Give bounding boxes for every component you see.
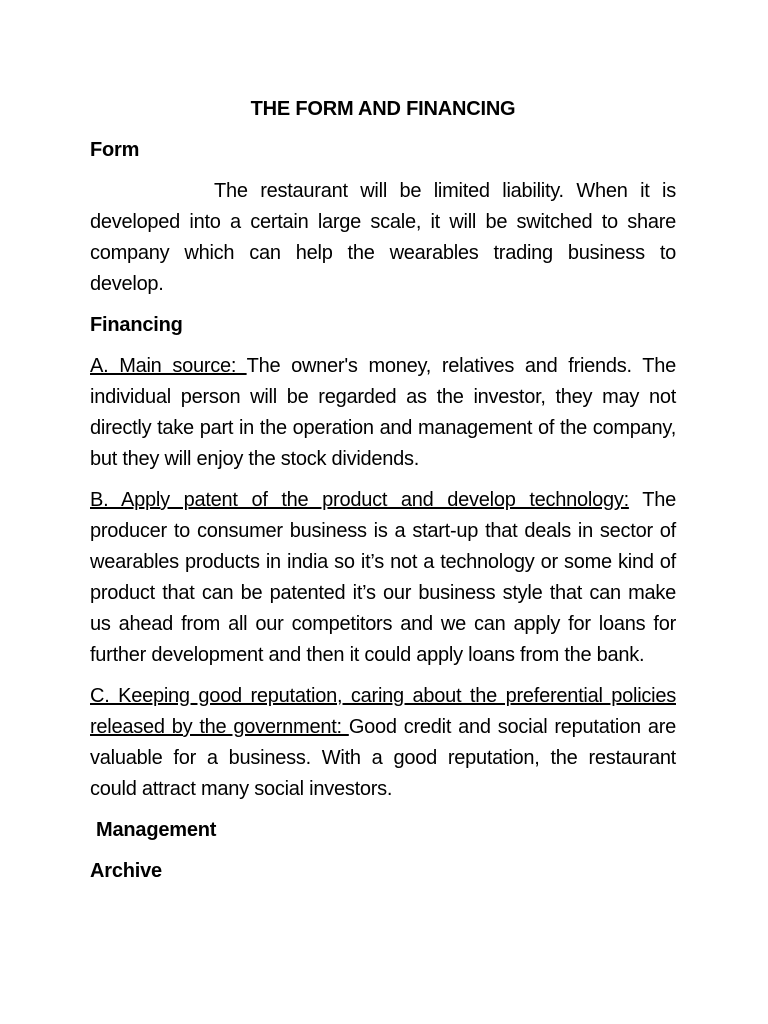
item-b-text: The producer to consumer business is a start-up that deals in sector of wearables products in india so it’s not a technology or some kind of product that can be patented it’s our business style that can make us ahead from all our competitors and we can apply for loans for further development and then it could apply loans from the bank. — [90, 489, 676, 666]
form-paragraph: The restaurant will be limited liability. When it is developed into a certain large scale, it will be switched to share company which can help the wearables trading business to develop. — [90, 180, 676, 295]
item-c-text: Good credit and social reputation are valuable for a business. With a good reputation, the restaurant could attract many social investors. — [90, 716, 676, 800]
archive-heading: Archive — [90, 860, 162, 882]
form-heading: Form — [90, 139, 140, 161]
financing-item-c — [90, 681, 676, 805]
item-b-label: B. Apply patent of the product and develop technology: — [90, 489, 629, 511]
financing-item-b — [90, 485, 676, 671]
item-a-text: The owner's money, relatives and friends. The individual person will be regarded as the investor, they may not directly take part in the operation and management of the company, but they will enjoy the stock dividends. — [90, 355, 677, 470]
document-body — [90, 94, 676, 897]
item-a-label: A. Main source: — [90, 355, 247, 377]
management-heading: Management — [96, 819, 217, 841]
document-title: THE FORM AND FINANCING — [250, 98, 516, 120]
financing-heading: Financing — [90, 314, 183, 336]
item-c-label: C. Keeping good reputation, caring about the preferential policies released by the government: — [90, 685, 676, 738]
financing-item-a — [90, 351, 676, 475]
